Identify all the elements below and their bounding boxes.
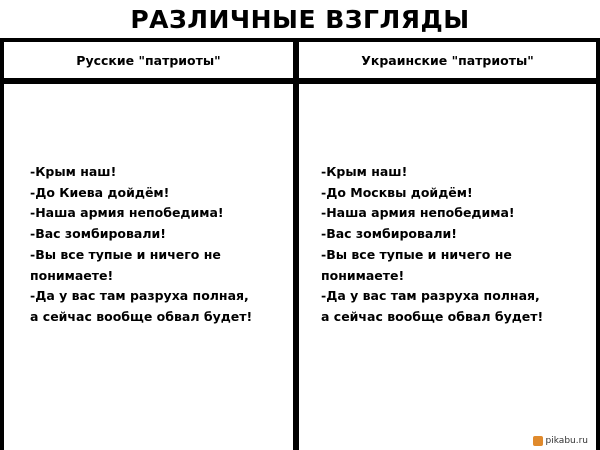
page-title: РАЗЛИЧНЫЕ ВЗГЛЯДЫ bbox=[130, 4, 470, 34]
list-item: -Наша армия непобедима! bbox=[30, 205, 224, 221]
pikabu-logo-icon bbox=[533, 436, 543, 446]
left-quote-list bbox=[30, 162, 252, 328]
list-item: понимаете! bbox=[30, 267, 114, 283]
list-item: -До Киева дойдём! bbox=[30, 184, 170, 200]
list-item: -До Москвы дойдём! bbox=[321, 184, 473, 200]
watermark bbox=[533, 436, 588, 446]
right-quote-list bbox=[321, 162, 543, 328]
list-item: -Да у вас там разруха полная, bbox=[30, 288, 249, 304]
list-item: -Вас зомбировали! bbox=[30, 226, 166, 242]
list-item: -Вы все тупые и ничего не bbox=[321, 246, 512, 262]
left-column-header bbox=[4, 42, 293, 78]
list-item: -Крым наш! bbox=[321, 164, 408, 179]
right-column-header-text: Украинские "патриоты" bbox=[361, 52, 534, 68]
list-item: а сейчас вообще обвал будет! bbox=[321, 308, 544, 324]
list-item: а сейчас вообще обвал будет! bbox=[30, 308, 253, 324]
list-item: -Крым наш! bbox=[30, 164, 117, 179]
list-item: понимаете! bbox=[321, 267, 405, 283]
left-panel bbox=[4, 84, 293, 450]
left-column-header-text: Русские "патриоты" bbox=[76, 52, 221, 68]
right-panel bbox=[299, 84, 596, 450]
list-item: -Вы все тупые и ничего не bbox=[30, 246, 221, 262]
watermark-text: pikabu.ru bbox=[545, 436, 588, 446]
right-column-header bbox=[299, 42, 596, 78]
list-item: -Наша армия непобедима! bbox=[321, 205, 515, 221]
title-bar bbox=[0, 0, 600, 38]
list-item: -Вас зомбировали! bbox=[321, 226, 457, 242]
list-item: -Да у вас там разруха полная, bbox=[321, 288, 540, 304]
